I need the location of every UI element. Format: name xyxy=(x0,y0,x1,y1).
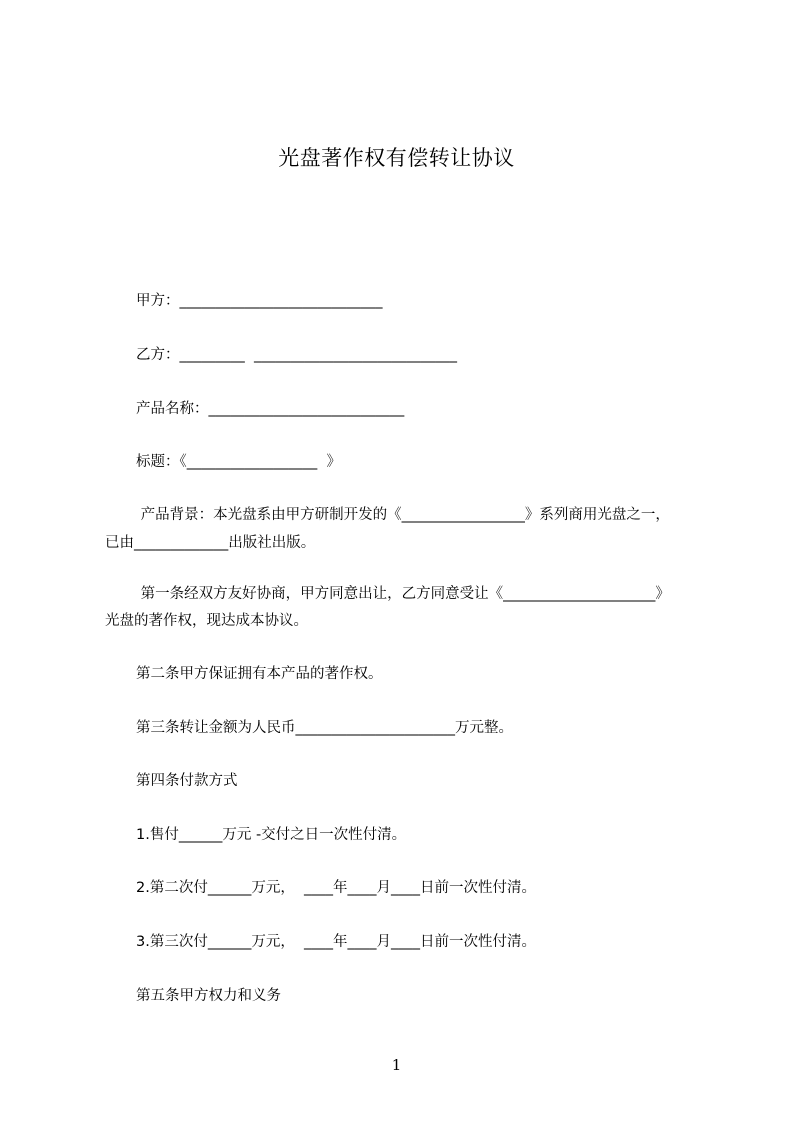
background-line-2: 已由_____________出版社出版。 xyxy=(105,535,316,551)
article-4-line: 第四条付款方式 xyxy=(136,773,238,789)
article-5-line: 第五条甲方权力和义务 xyxy=(136,988,281,1004)
article-2-line: 第二条甲方保证拥有本产品的著作权。 xyxy=(136,666,383,682)
page-number: 1 xyxy=(391,1056,402,1074)
payment-item-3: 3.第三次付______万元， ____年____月____日前一次性付清。 xyxy=(136,934,537,950)
title-line: 标题：《__________________ 》 xyxy=(136,454,341,470)
article-1-line-1: 第一条经双方友好协商，甲方同意出让，乙方同意受让《_____________________》 xyxy=(136,586,670,602)
payment-item-2: 2.第二次付______万元， ____年____月____日前一次性付清。 xyxy=(136,880,537,896)
party-a-line: 甲方：____________________________ xyxy=(136,293,383,309)
party-b-line: 乙方：_________ ____________________________ xyxy=(136,347,457,363)
article-1-line-2: 光盘的著作权，现达成本协议。 xyxy=(105,613,308,629)
background-line-1: 产品背景：本光盘系由甲方研制开发的《_________________》系列商用光盘之一， xyxy=(136,507,670,523)
document-title: 光盘著作权有偿转让协议 xyxy=(278,146,515,170)
payment-item-1: 1.售付______万元 -交付之日一次性付清。 xyxy=(136,827,407,843)
article-3-line: 第三条转让金额为人民币______________________万元整。 xyxy=(136,720,513,736)
product-name-line: 产品名称：___________________________ xyxy=(136,401,405,417)
